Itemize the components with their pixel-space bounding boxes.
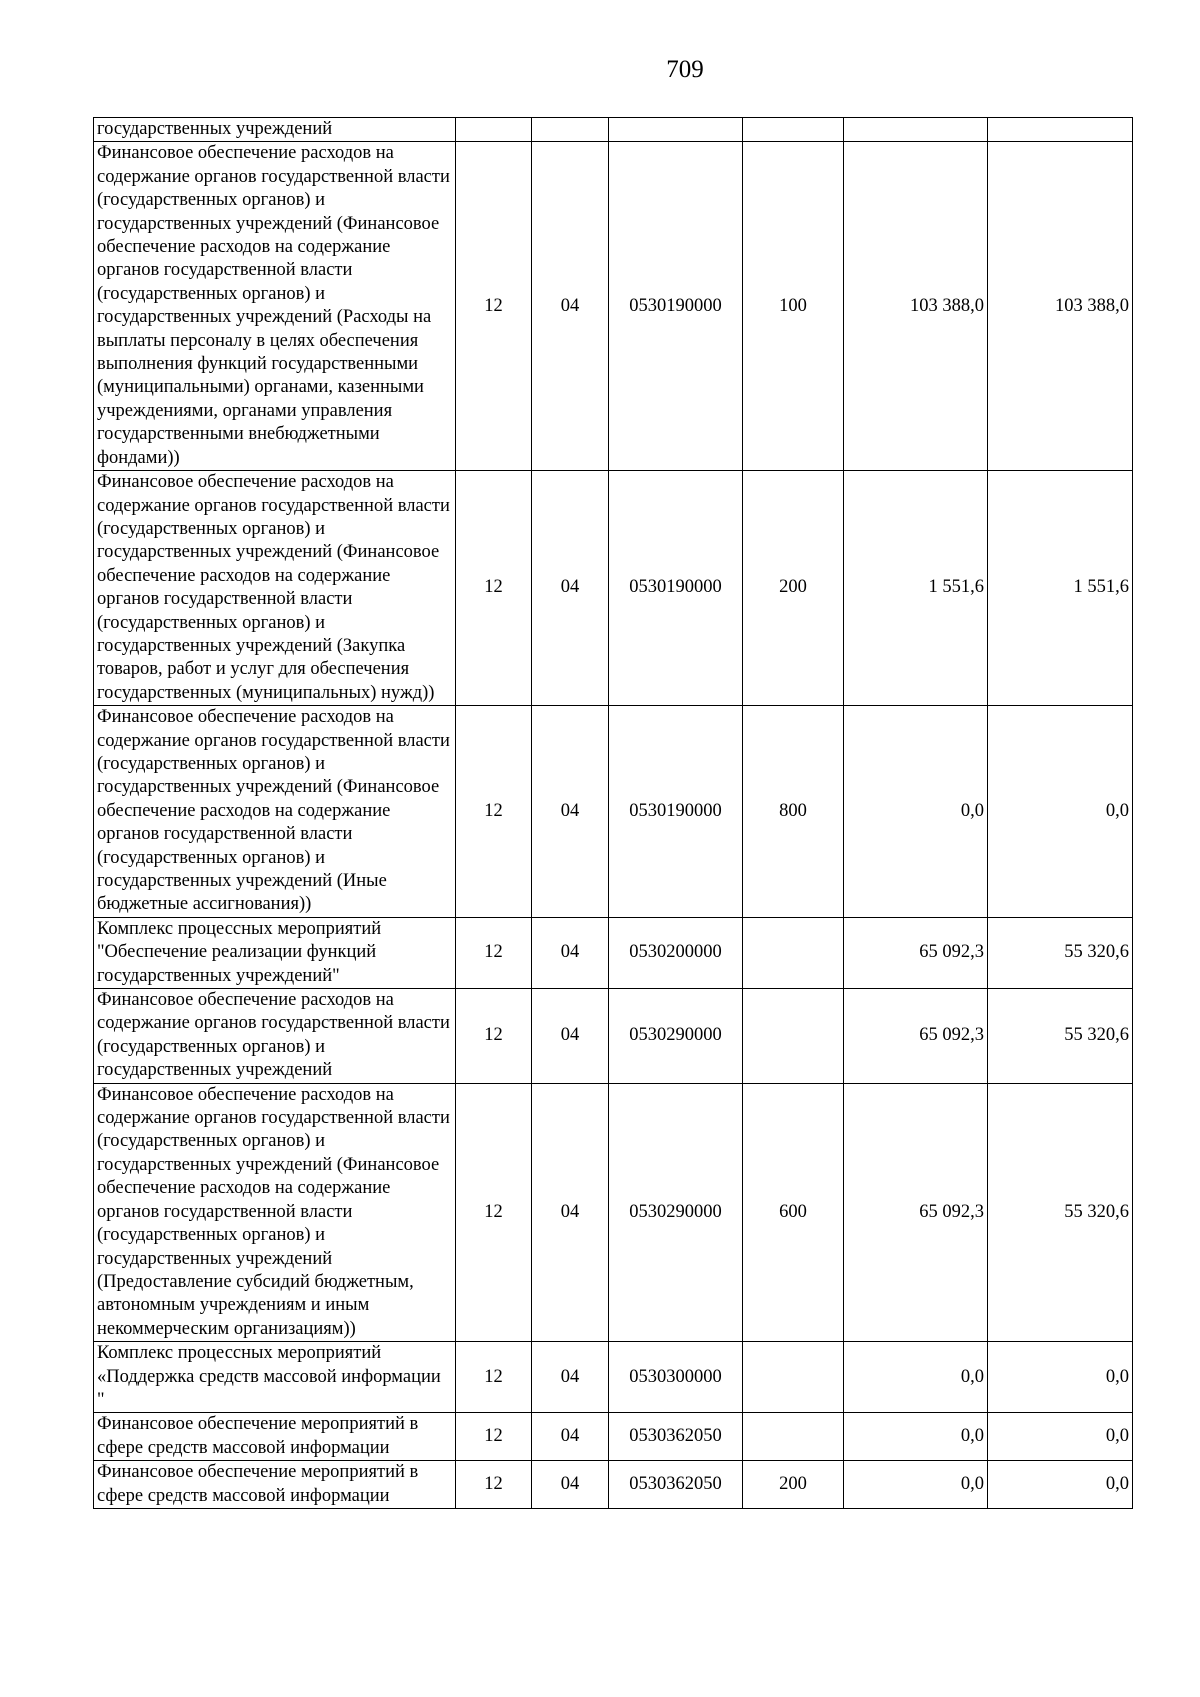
subsection-code: 04 <box>532 471 609 706</box>
subsection-code <box>532 118 609 142</box>
expense-type-code <box>743 917 844 988</box>
amount-2: 55 320,6 <box>988 917 1133 988</box>
amount-1: 0,0 <box>844 1461 988 1509</box>
amount-1: 65 092,3 <box>844 989 988 1084</box>
amount-2: 55 320,6 <box>988 989 1133 1084</box>
row-name: Финансовое обеспечение расходов на содержание органов государственной власти (государственных органов) и государственных учреждений (Финансовое обеспечение расходов на содержание органов государственной власти (государственных органов) и государственных учреждений (Иные бюджетные ассигнования)) <box>94 706 456 918</box>
expense-type-code <box>743 989 844 1084</box>
subsection-code: 04 <box>532 1461 609 1509</box>
amount-1 <box>844 118 988 142</box>
amount-2: 1 551,6 <box>988 471 1133 706</box>
target-code: 0530190000 <box>609 706 743 918</box>
amount-2: 0,0 <box>988 706 1133 918</box>
row-name: Финансовое обеспечение расходов на содержание органов государственной власти (государственных органов) и государственных учреждений (Финансовое обеспечение расходов на содержание органов государственной власти (государственных органов) и государственных учреждений (Закупка товаров, работ и услуг для обеспечения государственных (муниципальных) нужд)) <box>94 471 456 706</box>
amount-1: 0,0 <box>844 706 988 918</box>
section-code: 12 <box>456 917 532 988</box>
section-code: 12 <box>456 1083 532 1341</box>
table-row <box>94 142 1133 471</box>
expense-type-code <box>743 1342 844 1413</box>
expense-type-code: 800 <box>743 706 844 918</box>
row-name: Финансовое обеспечение расходов на содержание органов государственной власти (государственных органов) и государственных учреждений <box>94 989 456 1084</box>
amount-1: 65 092,3 <box>844 917 988 988</box>
table-row <box>94 1461 1133 1509</box>
expense-type-code <box>743 118 844 142</box>
row-name: Финансовое обеспечение мероприятий в сфере средств массовой информации <box>94 1413 456 1461</box>
target-code: 0530362050 <box>609 1461 743 1509</box>
section-code: 12 <box>456 471 532 706</box>
amount-2: 0,0 <box>988 1342 1133 1413</box>
section-code: 12 <box>456 989 532 1084</box>
section-code: 12 <box>456 1413 532 1461</box>
target-code: 0530290000 <box>609 1083 743 1341</box>
row-name: Финансовое обеспечение расходов на содержание органов государственной власти (государственных органов) и государственных учреждений (Финансовое обеспечение расходов на содержание органов государственной власти (государственных органов) и государственных учреждений (Предоставление субсидий бюджетным, автономным учреждениям и иным некоммерческим организациям)) <box>94 1083 456 1341</box>
target-code: 0530190000 <box>609 471 743 706</box>
table-row <box>94 1083 1133 1341</box>
target-code: 0530200000 <box>609 917 743 988</box>
amount-2: 103 388,0 <box>988 142 1133 471</box>
subsection-code: 04 <box>532 1342 609 1413</box>
amount-1: 0,0 <box>844 1342 988 1413</box>
expense-type-code <box>743 1413 844 1461</box>
section-code: 12 <box>456 706 532 918</box>
target-code: 0530300000 <box>609 1342 743 1413</box>
amount-1: 1 551,6 <box>844 471 988 706</box>
row-name: Финансовое обеспечение расходов на содержание органов государственной власти (государственных органов) и государственных учреждений (Финансовое обеспечение расходов на содержание органов государственной власти (государственных органов) и государственных учреждений (Расходы на выплаты персоналу в целях обеспечения выполнения функций государственными (муниципальными) органами, казенными учреждениями, органами управления государственными внебюджетными фондами)) <box>94 142 456 471</box>
amount-1: 0,0 <box>844 1413 988 1461</box>
subsection-code: 04 <box>532 917 609 988</box>
subsection-code: 04 <box>532 989 609 1084</box>
expense-type-code: 200 <box>743 1461 844 1509</box>
target-code: 0530190000 <box>609 142 743 471</box>
table-row <box>94 706 1133 918</box>
subsection-code: 04 <box>532 706 609 918</box>
table-row <box>94 118 1133 142</box>
budget-table <box>93 117 1133 1509</box>
expense-type-code: 200 <box>743 471 844 706</box>
table-row <box>94 471 1133 706</box>
row-name: Комплекс процессных мероприятий «Поддержка средств массовой информации " <box>94 1342 456 1413</box>
subsection-code: 04 <box>532 142 609 471</box>
section-code: 12 <box>456 1461 532 1509</box>
amount-2: 55 320,6 <box>988 1083 1133 1341</box>
table-row <box>94 989 1133 1084</box>
amount-1: 65 092,3 <box>844 1083 988 1341</box>
table-row <box>94 917 1133 988</box>
subsection-code: 04 <box>532 1413 609 1461</box>
amount-2: 0,0 <box>988 1413 1133 1461</box>
section-code <box>456 118 532 142</box>
amount-2: 0,0 <box>988 1461 1133 1509</box>
target-code: 0530362050 <box>609 1413 743 1461</box>
page-number: 709 <box>666 56 704 83</box>
target-code: 0530290000 <box>609 989 743 1084</box>
target-code <box>609 118 743 142</box>
table-row <box>94 1342 1133 1413</box>
section-code: 12 <box>456 142 532 471</box>
row-name: Финансовое обеспечение мероприятий в сфере средств массовой информации <box>94 1461 456 1509</box>
amount-1: 103 388,0 <box>844 142 988 471</box>
table-row <box>94 1413 1133 1461</box>
subsection-code: 04 <box>532 1083 609 1341</box>
amount-2 <box>988 118 1133 142</box>
expense-type-code: 600 <box>743 1083 844 1341</box>
expense-type-code: 100 <box>743 142 844 471</box>
row-name: Комплекс процессных мероприятий "Обеспечение реализации функций государственных учреждений" <box>94 917 456 988</box>
section-code: 12 <box>456 1342 532 1413</box>
row-name: государственных учреждений <box>94 118 456 142</box>
